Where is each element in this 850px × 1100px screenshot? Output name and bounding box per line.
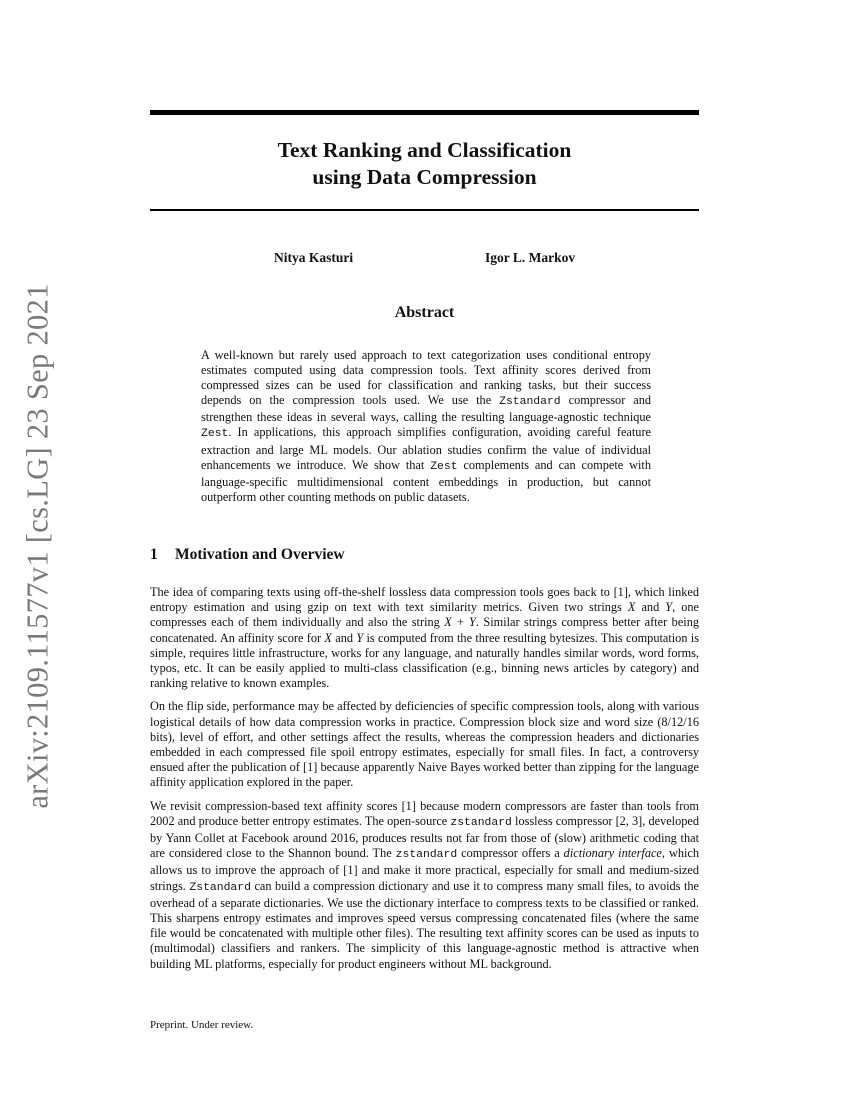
section-number: 1 — [150, 546, 158, 563]
abstract-heading: Abstract — [394, 304, 455, 321]
code-term: zstandard — [395, 849, 458, 862]
code-term: Zest — [201, 428, 229, 441]
body-paragraph-2: On the flip side, performance may be affected by deficiencies of specific compression tools, along with various logistical details of how data compression works in practice. Compression block size and word size (8/12/16 bits), level of effort, and other settings affect the results, whereas the compression headers and dictionaries embedded in each compressed file spoil entropy estimates, especially for small files. In fact, a controversy ensued after the publication of [1] because apparently Naive Bayes worked better than zipping for the language affinity application explored in the paper. — [150, 699, 699, 790]
title-bottom-rule — [150, 209, 699, 211]
code-term: Zstandard — [189, 881, 251, 894]
code-term: Zstandard — [499, 396, 561, 409]
title-top-rule — [150, 110, 699, 115]
section-title: Motivation and Overview — [175, 546, 345, 563]
author-name: Igor L. Markov — [485, 250, 576, 265]
abstract-text: A well-known but rarely used approach to text categorization uses conditional entropy estimates computed using data compression tools. Text affinity scores derived from compressed sizes can be used for classification and ranking tasks, but their success depends on the compression tools used. We use the Zstandard compressor and strengthen these ideas in several ways, calling the resulting language-agnostic technique Zest. In applications, this approach simplifies configuration, avoiding careful feature extraction and large ML models. Our ablation studies confirm the value of individual enhancements we introduce. We show that Zest complements and can compete with language-specific multidimensional content embeddings in production, but cannot outperform other counting methods on public datasets. — [201, 348, 651, 504]
title-line-2: using Data Compression — [312, 165, 537, 189]
body-paragraph-1: The idea of comparing texts using off-the-shelf lossless data compression tools goes back to [1], which linked entropy estimation and using gzip on text with text similarity metrics. Given two strings X and Y, one compresses each of them individually and also the string X + Y. Similar strings compress better after being concatenated. An affinity score for X and Y is computed from the three resulting bytesizes. This computation is simple, requires little infrastructure, works for any language, and naturally handles similar words, word forms, typos, etc. It can be easily applied to multi-class classification (e.g., binning news articles by category) and ranking relative to known examples. — [150, 585, 700, 691]
section-heading — [150, 546, 345, 564]
code-term: Zest — [430, 460, 458, 473]
code-term: zstandard — [450, 816, 512, 829]
body-paragraph-3: We revisit compression-based text affinity scores [1] because modern compressors are faster than tools from 2002 and produce better entropy estimates. The open-source zstandard lossless compressor [2, 3], developed by Yann Collet at Facebook around 2016, produces results not far from those of (slow) arithmetic coding that are considered close to the Shannon bound. The zstandard compressor offers a dictionary interface, which allows us to improve the approach of [1] and make it more practical, especially for small and medium-sized strings. Zstandard can build a compression dictionary and use it to compress many small files, to avoids the overhead of a separate dictionaries. We use the dictionary interface to compress texts to be classified or ranked. This sharpens entropy estimates and improves speed versus compressing concatenated files (where the same file would be concatenated with multiple other files). The resulting text affinity scores can be used as inputs to (multimodal) classifiers and rankers. The simplicity of this language-agnostic method is attractive when building ML platforms, especially for product engineers without ML background. — [150, 798, 700, 971]
title-line-1: Text Ranking and Classification — [277, 138, 572, 162]
author-name: Nitya Kasturi — [274, 250, 354, 265]
footer-note: Preprint. Under review. — [150, 1019, 254, 1031]
arxiv-identifier-stamp: arXiv:2109.11577v1 [cs.LG] 23 Sep 2021 — [20, 283, 55, 809]
paper-title — [150, 137, 699, 191]
section-body — [150, 585, 699, 980]
